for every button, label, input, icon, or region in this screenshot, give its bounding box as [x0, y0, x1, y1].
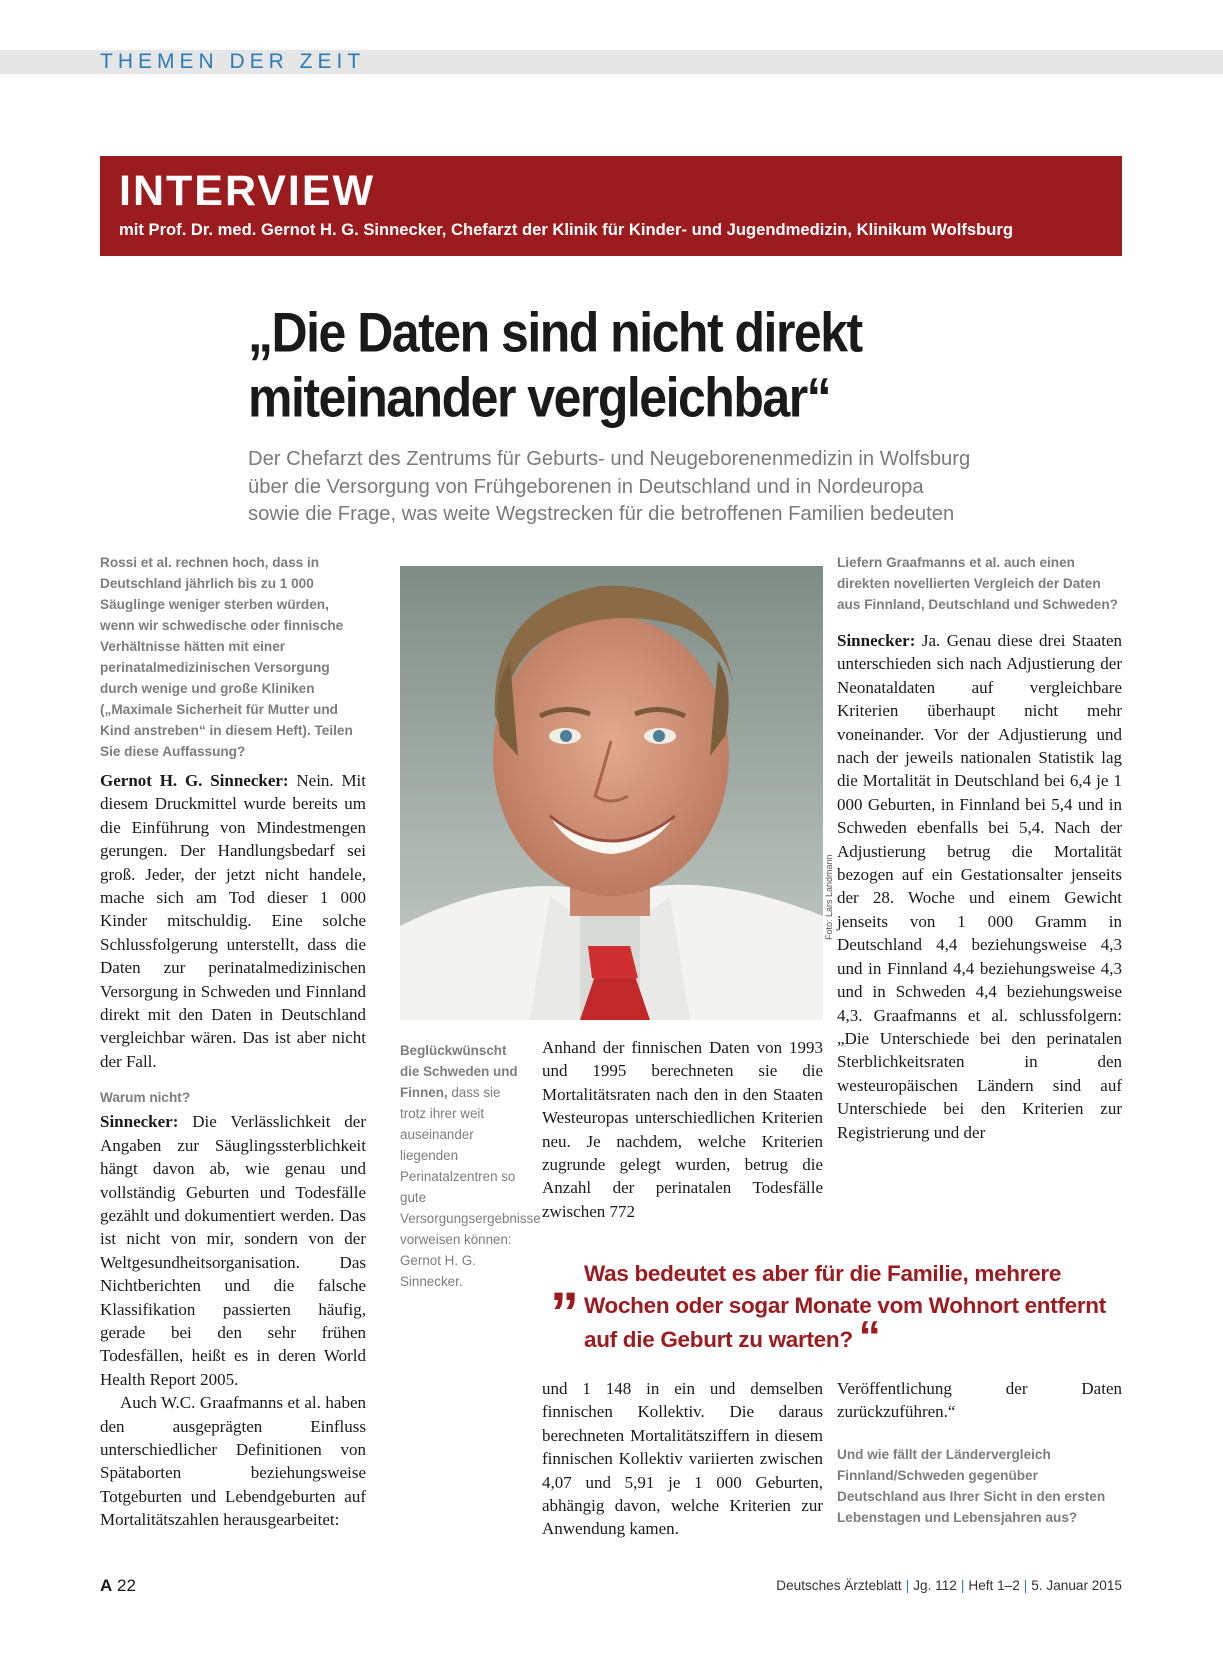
standfirst-line-3: sowie die Frage, was weite Wegstrecken für die betroffenen Familien bedeuten: [248, 503, 955, 525]
answer-2: [100, 1110, 366, 1391]
speaker-label: Gernot H. G. Sinnecker:: [100, 771, 289, 790]
quote-open-mark: „: [550, 1248, 579, 1313]
question-1: Rossi et al. rechnen hoch, dass in Deutschland jährlich bis zu 1 000 Säuglinge weniger sterben würden, wenn wir schwedische oder finnische Verhältnisse hätten mit einer perinatalmedizinischen Versorgung durch wenige und große Kliniken („Maximale Sicherheit für Mutter und Kind anstreben“ in diesem Heft). Teilen Sie diese Auffassung?: [100, 555, 353, 759]
column-3-upper: [837, 552, 1122, 1144]
headline-line-2: miteinander vergleichbar“: [248, 366, 831, 429]
section-label: THEMEN DER ZEIT: [100, 50, 366, 73]
answer-2-text: Die Verlässlichkeit der Angaben zur Säuglingssterblichkeit hängt davon ab, wie genau und vollständig Geburten und Todesfälle gezählt und dokumentiert werden. Das ist nicht von mir, sondern von der Weltgesundheitsorganisation. Das Nichtberichten und die falsche Klassifikation passierten häufig, gerade bei den sehr frühen Todesfällen, heißt es in deren World Health Report 2005.: [100, 1112, 366, 1389]
photo-caption: [400, 1040, 541, 1292]
publication-info: Deutsches Ärzteblatt | Jg. 112 | Heft 1–2 | 5. Januar 2015: [776, 1578, 1122, 1593]
column-2-paragraph: Anhand der finnischen Daten von 1993 und 1995 berechneten sie die Mortalitätsraten nach den in den Staaten Westeuropas unterschiedlichen Kriterien neu. Je nachdem, welche Kriterien zugrunde gelegt wurden, betrug die Anzahl der perinatalen Todesfälle zwischen 772: [542, 1038, 823, 1221]
answer-1-text: Nein. Mit diesem Druckmittel wurde bereits um die Einführung von Mindestmengen gerungen. Der Handlungsbedarf sei groß. Jeder, der jetzt nicht handele, mache sich am Tod dieser 1 000 Kinder mitschuldig. Eine solche Schlussfolgerung unterstellt, dass die Daten zur perinatalmedizinischen Versorgung in Schweden und Finnland direkt mit den Daten in Deutschland vergleichbar wären. Das ist aber nicht der Fall.: [100, 771, 367, 1071]
standfirst-line-1: Der Chefarzt des Zentrums für Geburts- und Neugeborenenmedizin in Wolfsburg: [248, 448, 971, 470]
question-4: Und wie fällt der Ländervergleich Finnland/Schweden gegenüber Deutschland aus Ihrer Sicht in den ersten Lebenstagen und Lebensjahren aus?: [837, 1446, 1106, 1525]
column-3-lower: [837, 1377, 1122, 1528]
portrait-photo: [400, 566, 823, 1020]
journal-issue: Heft 1–2: [968, 1578, 1020, 1593]
page-number-value: 22: [117, 1576, 136, 1595]
photo-credit: Foto: Lars Landmann: [824, 854, 834, 940]
interview-title: INTERVIEW: [119, 167, 376, 215]
column-2-upper: [542, 1036, 823, 1223]
quote-close-mark: “: [858, 1312, 881, 1361]
journal-name: Deutsches Ärzteblatt: [776, 1578, 902, 1593]
caption-text: dass sie trotz ihrer weit auseinander liegenden Perinatalzentren so gute Versorgungsergebnisse vorweisen können: Gernot H. G. Sinnecker.: [400, 1085, 541, 1289]
portrait-illustration: [400, 566, 823, 1020]
standfirst-line-2: über die Versorgung von Frühgeborenen in Deutschland und in Nordeuropa: [248, 475, 924, 498]
journal-volume: Jg. 112: [913, 1578, 957, 1593]
column-2-lower: [542, 1377, 823, 1541]
answer-2-continued: Auch W.C. Graafmanns et al. haben den ausgeprägten Einfluss unterschiedlicher Definitionen von Spätaborten beziehungsweise Totgeburten und Lebendgeburten auf Mortalitätszahlen herausgearbeitet:: [100, 1393, 366, 1530]
column-2-paragraph-continued: und 1 148 in ein und demselben finnischen Kollektiv. Die daraus berechneten Mortalitätsziffern in diesem finnischen Kollektiv variierten zwischen 4,07 und 5,91 je 1 000 Geburten, abhängig davon, welche Kriterien zur Anwendung kamen.: [542, 1379, 823, 1539]
answer-3-text: Ja. Genau diese drei Staaten unterschieden sich nach Adjustierung der Neonataldaten auf vergleichbare Kriterien überhaupt nicht mehr voneinander. Vor der Adjustierung und nach der jeweils nationalen Statistik lag die Mortalität in Deutschland bei 6,4 je 1 000 Geburten, in Finnland bei 5,4 und in Schweden ebenfalls bei 5,4. Nach der Adjustierung betrug die Mortalität bezogen auf ein Gestationsalter jenseits der 28. Woche und einem Gewicht jenseits von 1 000 Gramm in Deutschland 4,4 beziehungsweise 4,3 und in Finnland 4,4 beziehungsweise 4,3 und in Schweden 4,4 beziehungsweise 4,3. Graafmanns et al. schlussfolgern: „Die Unterschiede bei den perinatalen Sterblichkeitsraten in den westeuropäischen Ländern sind auf Unterschiede bei den Kriterien zur Registrierung und der: [837, 631, 1122, 1142]
speaker-label: Sinnecker:: [100, 1112, 179, 1132]
headline-line-1: „Die Daten sind nicht direkt: [248, 301, 862, 364]
headline: [248, 300, 1128, 430]
question-3: Liefern Graafmanns et al. auch einen direkten novellierten Vergleich der Daten aus Finnland, Deutschland und Schweden?: [837, 555, 1118, 612]
question-2: Warum nicht?: [100, 1090, 191, 1106]
interview-subtitle: mit Prof. Dr. med. Gernot H. G. Sinnecker, Chefarzt der Klinik für Kinder- und Jugendmedizin, Klinikum Wolfsburg: [119, 220, 1014, 239]
answer-3: [837, 629, 1122, 1144]
answer-1: [100, 769, 366, 1073]
pull-quote-text-wrap: [584, 1258, 1144, 1361]
standfirst: [248, 446, 1128, 529]
answer-3-continued: Veröffentlichung der Daten zurückzuführen.“: [837, 1379, 1122, 1422]
speaker-label: Sinnecker:: [837, 631, 916, 650]
page-prefix: A: [100, 1576, 113, 1595]
pull-quote-text: Was bedeutet es aber für die Familie, mehrere Wochen oder sogar Monate vom Wohnort entfernt auf die Geburt zu warten?: [584, 1261, 1106, 1352]
journal-date: 5. Januar 2015: [1031, 1578, 1122, 1593]
page-number: [100, 1576, 136, 1596]
caption-lead: Beglückwünscht die Schweden und Finnen,: [400, 1043, 518, 1100]
column-1: [100, 552, 366, 1532]
